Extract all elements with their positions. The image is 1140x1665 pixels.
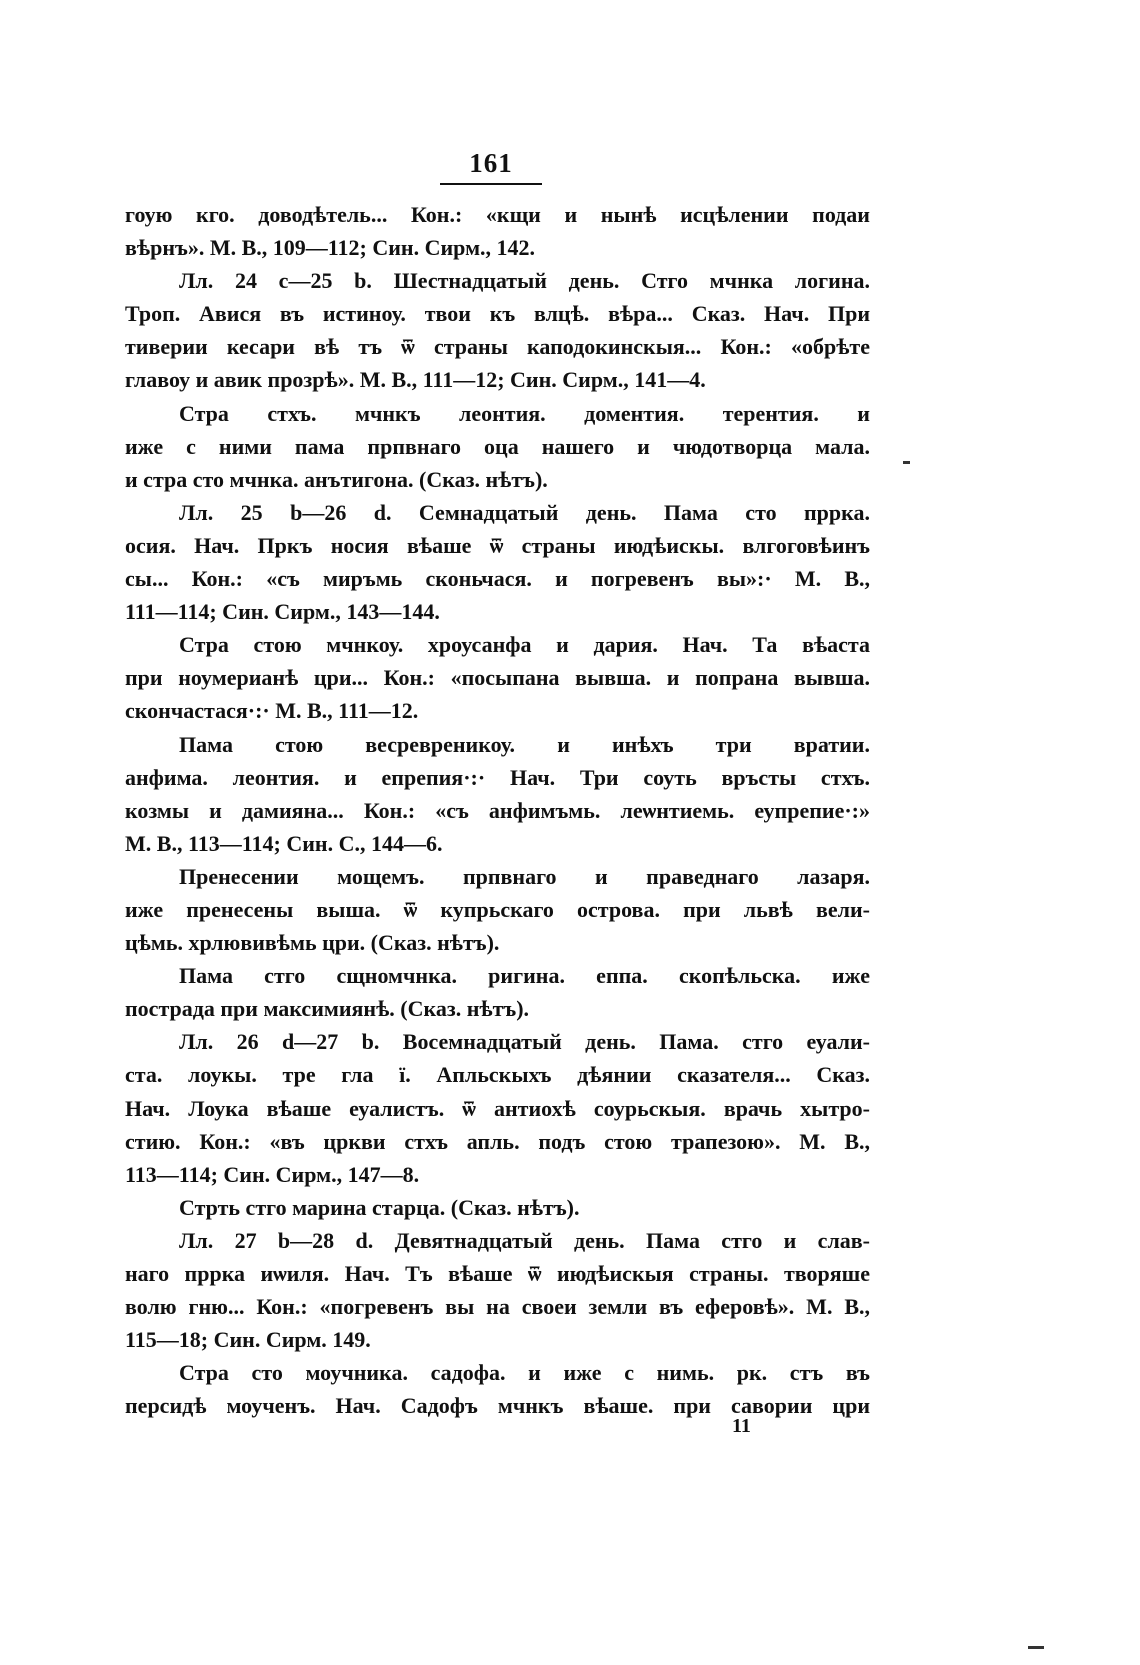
text-line: иже с ними пама прпвнаго оца нашего и чюдотворца мала. xyxy=(125,433,870,459)
text-line: иже пренесены выша. ѿ купрьскаго острова. при львѣ вели- xyxy=(125,896,870,922)
text-line: М. В., 113—114; Син. С., 144—6. xyxy=(125,830,443,856)
text-line: гоую кго. доводѣтель... Кон.: «кщи и нынѣ исцѣлении подаи xyxy=(125,202,870,227)
text-line: Пренесении мощемъ. прпвнаго и праведнаго лазаря. xyxy=(179,863,870,889)
text-line: 115—18; Син. Сирм. 149. xyxy=(125,1327,371,1353)
signature-mark: 11 xyxy=(732,1415,751,1437)
text-line: при ноумерианѣ цри... Кон.: «посыпана вывша. и попрана вывша. xyxy=(125,665,870,691)
page-number: 161 xyxy=(440,148,542,185)
text-line: Лл. 27 b—28 d. Девятнадцатый день. Пама стго и слав- xyxy=(179,1227,870,1253)
text-line: тиверии кесари вѣ тъ ѿ страны каподокинскыя... Кон.: «обрѣте xyxy=(125,334,870,360)
text-line: Лл. 24 с—25 b. Шестнадцатый день. Стго мчнка логина. xyxy=(179,268,870,294)
text-line: Стра сто моучника. садофа. и иже с нимь. рк. стъ въ xyxy=(179,1360,870,1386)
text-line: 111—114; Син. Сирм., 143—144. xyxy=(125,599,440,625)
text-line: Лл. 26 d—27 b. Восемнадцатый день. Пама. стго еуали- xyxy=(179,1029,870,1055)
text-line: вѣрнъ». М. В., 109—112; Син. Сирм., 142. xyxy=(125,235,536,261)
text-line: стию. Кон.: «въ цркви стхъ апль. подъ стою трапезою». М. В., xyxy=(125,1128,870,1154)
text-line: Стрть стго марина старца. (Сказ. нѣтъ). xyxy=(179,1194,580,1220)
text-line: Нач. Лоука вѣаше еуалистъ. ѿ антиохѣ соурьскыя. врачь хытро- xyxy=(125,1095,870,1121)
text-line: Троп. Авися въ истиноу. твои къ влцѣ. вѣра... Сказ. Нач. При xyxy=(125,301,870,327)
text-line: и стра сто мчнка. анътигона. (Сказ. нѣтъ). xyxy=(125,466,548,492)
text-line: осия. Нач. Пркъ носия вѣаше ѿ страны июдѣискы. влгоговѣинъ xyxy=(125,532,870,558)
text-line: 113—114; Син. Сирм., 147—8. xyxy=(125,1161,420,1187)
text-line: сы... Кон.: «съ миръмь сконьчася. и погревенъ вы»:· М. В., xyxy=(125,566,870,592)
text-line: козмы и дамияна... Кон.: «съ анфимъмь. леѡнтиемь. еупрепие·:» xyxy=(125,797,870,823)
body-text xyxy=(125,198,870,1422)
text-line: скончастася·:· М. В., 111—12. xyxy=(125,698,419,724)
text-line: цѣмь. хрлювивѣмь цри. (Сказ. нѣтъ). xyxy=(125,930,500,956)
text-line: наго пррка иѡиля. Нач. Тъ вѣаше ѿ июдѣискыя страны. творяше xyxy=(125,1261,870,1286)
text-line: Пама стго сщномчнка. ригина. еппа. скопѣльска. иже xyxy=(179,963,870,989)
text-line: анфима. леонтия. и епрепия·:· Нач. Три соуть връсты стхъ. xyxy=(125,764,870,790)
text-line: ста. лоукы. тре гла ї. Апльскыхъ дѣянии сказателя... Сказ. xyxy=(125,1062,870,1088)
text-line: главоу и авик прозрѣ». М. В., 111—12; Син. Сирм., 141—4. xyxy=(125,367,706,393)
text-line: Лл. 25 b—26 d. Семнадцатый день. Пама сто пррка. xyxy=(179,499,870,525)
text-line: персидѣ моученъ. Нач. Садофъ мчнкъ вѣаше. при савории цри xyxy=(125,1393,870,1419)
margin-mark xyxy=(903,461,910,464)
text-line: Стра стхъ. мчнкъ леонтия. доментия. терентия. и xyxy=(179,400,870,426)
margin-mark xyxy=(1028,1646,1044,1649)
text-line: волю гню... Кон.: «погревенъ вы на своеи земли въ еферовѣ». М. В., xyxy=(125,1294,870,1320)
text-line: Стра стою мчнкоу. хроусанфа и дария. Нач. Та вѣаста xyxy=(179,632,870,658)
text-line: пострада при максимиянѣ. (Сказ. нѣтъ). xyxy=(125,996,530,1022)
text-line: Пама стою весревреникоу. и инѣхъ три вратии. xyxy=(179,731,870,757)
